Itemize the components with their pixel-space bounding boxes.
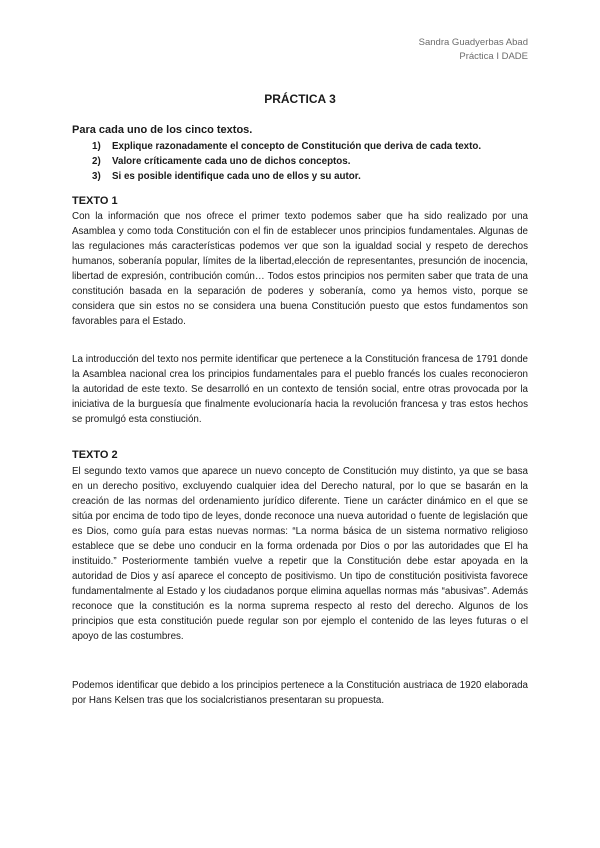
list-text: Valore críticamente cada uno de dichos conceptos. <box>112 156 351 167</box>
paragraph: La introducción del texto nos permite identificar que pertenece a la Constitución francesa de 1791 donde la Asamblea nacional crea los principios fundamentales para el pueblo francés los cuales reconocieron la autoridad de este texto. Se desarrolló en un contexto de tensión social, entre otras provocada por la iniciativa de la burguesía que finalmente evolucionaría hacia la revolución francesa y tras estos hechos se promulgó esta constiución. <box>72 354 528 425</box>
intro-text: Para cada uno de los cinco textos. <box>72 124 253 136</box>
list-item <box>92 169 542 184</box>
list-number: 1) <box>92 141 101 152</box>
list-item <box>92 139 542 154</box>
header-author: Sandra Guadyerbas Abad <box>418 37 528 48</box>
paragraph: El segundo texto vamos que aparece un nuevo concepto de Constitución muy distinto, ya que se basa en un derecho positivo, excluyendo cualquier idea del Derecho natural, por lo que se basarán en la creación de las normas del ordenamiento jurídico diferente. Tiene un carácter dinámico en el que se sitúa por encima de todo tipo de leyes, donde reconoce una nueva autoridad o fuente de legislación que es Dios, como guía para estas nuevas normas: “La norma básica de un sistema normativo religioso establece que se debe uno conducir en la forma ordenada por Dios o por las autoridades que El ha instituido.” Posteriormente también vuelve a repetir que la Constitución debe estar apoyada en la autoridad de Dios y así aparece el concepto de positivismo. Un tipo de constitución positivista favorece fundamentalmente al Estado y los ciudadanos porque elimina aquellas normas más “abusivas”. Además reconoce que la constitución es la norma suprema respecto al resto del derecho. Algunos de los principios que esta constitución puede regular son por ejemplo el contenido de las leyes futuras o el apoyo de las costumbres. <box>72 466 528 642</box>
list-text: Si es posible identifique cada uno de ellos y su autor. <box>112 171 361 182</box>
list-number: 2) <box>92 156 101 167</box>
list-item <box>92 154 542 169</box>
section-heading-texto-2: TEXTO 2 <box>72 449 118 461</box>
paragraph: Con la información que nos ofrece el primer texto podemos saber que ha sido realizado por una Asamblea y como toda Constitución con el fin de establecer unos principios fundamentales. Algunas de las regulaciones más características podemos ver que son la igualdad social y respeto de derechos humanos, soberanía popular, límites de la libertad,elección de representantes, presunción de inocencia, libertad de expresión, contribución común… Todos estos principios nos permiten saber que trata de una constitución basada en la separación de poderes y soberanía, como ya hemos visto, porque se considera que sin estos no se considera una buena Constitución puesto que estos fundamentos son favorables para el Estado. <box>72 211 528 327</box>
list-number: 3) <box>92 171 101 182</box>
section-heading-texto-1: TEXTO 1 <box>72 195 118 207</box>
header-course: Práctica I DADE <box>459 51 528 62</box>
list-text: Explique razonadamente el concepto de Constitución que deriva de cada texto. <box>112 141 482 152</box>
page-title: PRÁCTICA 3 <box>264 92 336 106</box>
page-header <box>419 36 528 64</box>
instructions-list <box>92 139 542 184</box>
paragraph: Podemos identificar que debido a los principios pertenece a la Constitución austriaca de 1920 elaborada por Hans Kelsen tras que los socialcristianos presentaran su propuesta. <box>72 680 528 706</box>
